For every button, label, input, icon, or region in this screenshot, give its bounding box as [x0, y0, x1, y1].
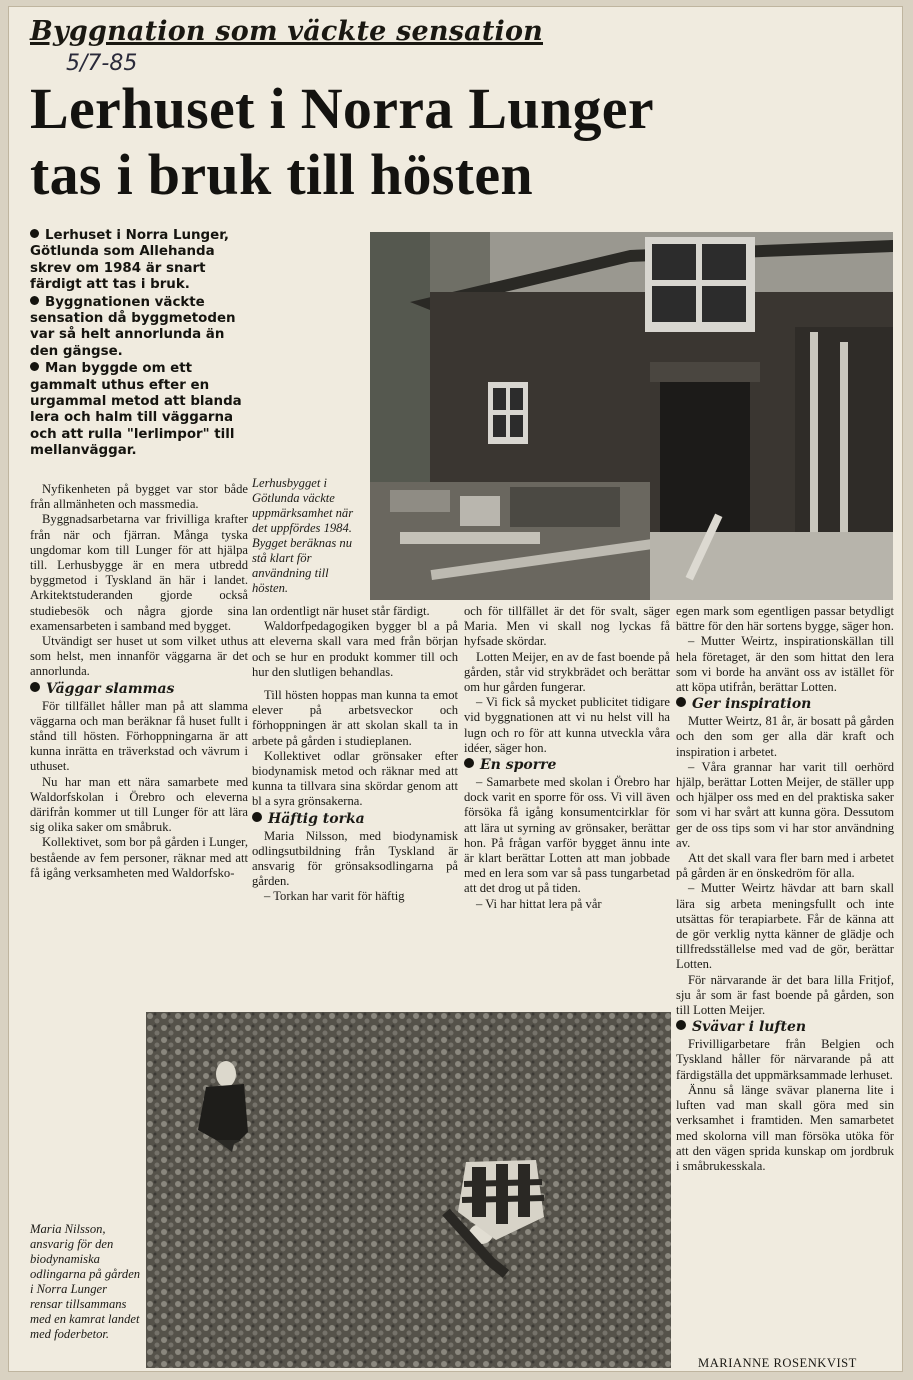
bullet-icon	[30, 682, 40, 692]
paragraph: Nu har man ett nära samarbete med Waldorfskolan i Örebro och eleverna därifrån kommer ut till Lunger för att lära sig olika saker om småbruk.	[30, 774, 248, 835]
paragraph: För närvarande är det bara lilla Fritjof, sju år som är fast boende på gården, son till Lotten Meijer.	[676, 972, 894, 1018]
handwritten-date: 5/7-85	[66, 51, 138, 76]
paragraph: Maria Nilsson, med biodynamisk odlingsutbildning från Tyskland är ansvarig för grönsaksodlingarna på gården.	[252, 828, 458, 889]
bullet-icon	[30, 229, 39, 238]
bullet-icon	[464, 758, 474, 768]
paragraph: egen mark som egentligen passar betydligt bättre för den här sortens bygge, säger hon.	[676, 604, 894, 634]
photo-caption-barn: Lerhusbygget i Götlunda väckte uppmärksamhet när det uppfördes 1984. Bygget beräknas nu stå klart för användning till hösten.	[252, 476, 354, 595]
paragraph: Frivilligarbetare från Belgien och Tyskland håller för närvarande på att färdigställa det uppmärksammade lerhuset.	[676, 1037, 894, 1082]
photo-caption-field: Maria Nilsson, ansvarig för den biodynamiska odlingarna på gården i Norra Lunger rensar tillsammans med en kamrat landet med foderbetor.	[30, 1222, 141, 1341]
bullet-icon	[30, 296, 39, 305]
paragraph: – Samarbete med skolan i Örebro har dock varit en sporre för oss. Vi vill även försöka få igång konsumentcirklar för att lära ut syrning av grönsaker, berättar hon. På frågan varför bygget ännu inte är klart berättar Lotten att man jobbade med en lera som var så pass tungarbetad att det drog ut på tiden.	[464, 775, 670, 896]
bullet-icon	[676, 1020, 686, 1030]
paragraph: – Vi har hittat lera på vår	[476, 896, 602, 911]
article-column-2	[252, 604, 458, 905]
kicker-heading: Byggnation som väckte sensation	[30, 16, 543, 47]
paragraph: lan ordentligt när huset står färdigt.	[252, 604, 430, 618]
paragraph: Nyfikenheten på bygget var stor både från allmänheten och massmedia.	[30, 482, 248, 512]
paragraph: Till hösten hoppas man kunna ta emot elever på arbetsveckor och förhoppningen är att skolan skall ta in arbete på gården i studieplanen.	[252, 688, 458, 748]
bullet-icon	[676, 697, 686, 707]
article-column-1	[30, 482, 248, 881]
paragraph: och för tillfället är det för svalt, säger Maria. Men vi skall nog lyckas få hyfsade skördar.	[464, 604, 670, 649]
paragraph: – Torkan har varit för häftig	[264, 889, 405, 904]
lead-item: Man byggde om ett gammalt uthus efter en urgammal metod att blanda lera och halm till väggarna och att rulla "lerlimpor" till mellanväggar.	[30, 361, 242, 459]
headline-line-1: Lerhuset i Norra Lunger	[30, 76, 654, 141]
photo-field	[146, 1012, 671, 1368]
subheading-svavar-i-luften: Svävar i luften	[676, 1018, 894, 1037]
paragraph: Mutter Weirtz, 81 år, är bosatt på gården och den som ger alla där kraft och inspiration i arbetet.	[676, 714, 894, 759]
paragraph: För tillfället håller man på att slamma väggarna och man beräknar få huset fullt i stånd till hösten. Förhoppningarna är att kunna inrätta en träverkstad och vävrum i uthuset.	[30, 698, 248, 774]
photo-barn	[370, 232, 893, 600]
byline: MARIANNE ROSENKVIST	[698, 1356, 857, 1370]
subheading-ger-inspiration: Ger inspiration	[676, 695, 894, 714]
lead-summary	[30, 228, 248, 461]
lead-item: Byggnationen väckte sensation då byggmetoden var så helt annorlunda än den gängse.	[30, 294, 236, 359]
paragraph: Kollektivet, som bor på gården i Lunger, bestående av fem personer, räknar med att få igång verksamheten med Waldorfsko-	[30, 835, 248, 880]
paragraph: Ännu så länge svävar planerna lite i luften vad man skall göra med sin verksamhet i framtiden. Men samarbetet med skolorna vill man försöka utöka för att den vägen sprida kunskap om jordbruk i småbrukesskala.	[676, 1082, 894, 1173]
bullet-icon	[252, 812, 262, 822]
paragraph: Byggnadsarbetarna var frivilliga krafter från när och fjärran. Många tyska ungdomar kom till Lunger för att hjälpa till. Lerhusbygge är en mera utbredd byggmetod i Tyskland än här i landet. Arkitektstuderanden gjorde också studiebesök och några gjorde sina examensarbeten i samband med bygget.	[30, 512, 248, 633]
paragraph: – Mutter Weirtz, inspirationskällan till hela företaget, är den som hittat den lera som vi borde ha använt oss av istället för att köpa utifrån, berättar Lotten.	[676, 634, 894, 695]
paragraph: Waldorfpedagogiken bygger bl a på att eleverna skall vara med från början och se hur en produkt kommer till och hur den slutligen behandlas.	[252, 619, 458, 679]
subheading-haftig-torka: Häftig torka	[252, 810, 458, 829]
paragraph: – Våra grannar har varit till oerhörd hjälp, berättar Lotten Meijer, de ställer upp och hjälper oss med en del praktiska saker som vi har svårt att kunna göra. Dessutom ger de oss tips som vi har stor användning av.	[676, 759, 894, 850]
newspaper-clipping	[8, 6, 903, 1372]
lead-item: Lerhuset i Norra Lunger, Götlunda som Allehanda skrev om 1984 är snart färdigt att tas i bruk.	[30, 228, 229, 293]
subheading-vaggar-slammas: Väggar slammas	[30, 680, 248, 699]
subheading-en-sporre: En sporre	[464, 756, 670, 775]
headline-line-2: tas i bruk till hösten	[30, 142, 533, 207]
paragraph: – Vi fick så mycket publicitet tidigare vid byggnationen att vi nu helst vill ha lugn och ro för att kunna utveckla våra idéer, säger hon.	[464, 695, 670, 755]
paragraph: – Mutter Weirtz hävdar att barn skall lära sig arbeta meningsfullt och inte utsättas för terapiarbete. Får de känna att de gör verklig nytta känner de glädje och tillfredsställelse med vad de gör, berättar Lotten.	[676, 881, 894, 972]
paragraph: Utvändigt ser huset ut som vilket uthus som helst, men innanför väggarna är det annorlunda.	[30, 634, 248, 679]
barn-illustration	[370, 232, 893, 600]
paragraph: Att det skall vara fler barn med i arbetet på gården är en önskedröm för alla.	[676, 851, 894, 881]
article-column-3	[464, 604, 670, 912]
field-illustration	[146, 1012, 671, 1368]
article-column-4	[676, 604, 894, 1174]
paragraph: Kollektivet odlar grönsaker efter biodynamisk metod och räknar med att kunna ta tillvara sina skördar genom att bl a syra grönsakerna.	[252, 748, 458, 809]
paragraph: Lotten Meijer, en av de fast boende på gården, står vid strykbrädet och berättar om hur gården fungerar.	[464, 649, 670, 695]
bullet-icon	[30, 362, 39, 371]
headline	[30, 76, 880, 208]
